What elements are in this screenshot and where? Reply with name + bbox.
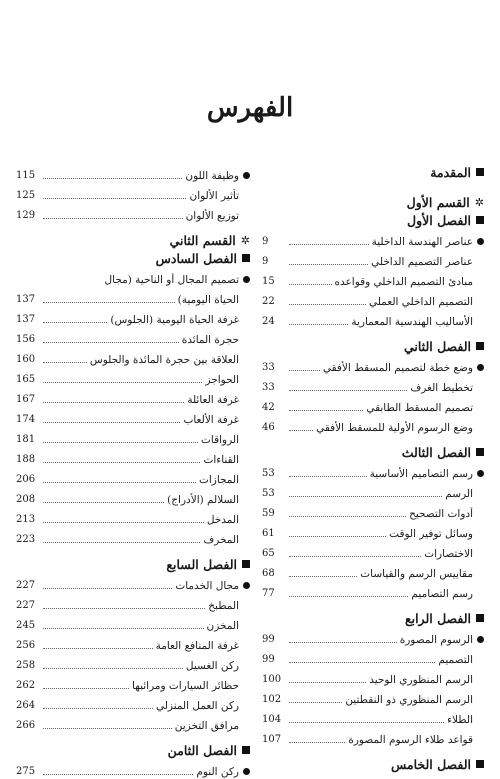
- toc-entry[interactable]: [262, 375, 484, 395]
- dot-leader: [43, 648, 153, 649]
- page-number: 68: [262, 568, 275, 579]
- dot-leader: [43, 774, 193, 775]
- entry-title: المخزن: [206, 620, 239, 632]
- square-bullet-icon: [476, 342, 484, 350]
- heading-label: الفصل الثامن: [167, 742, 237, 758]
- entry-title: ركن النوم: [196, 766, 239, 778]
- toc-entry[interactable]: [16, 267, 250, 287]
- chapter-heading: [16, 249, 250, 267]
- page-number: 24: [262, 316, 275, 327]
- entry-title: توزيع الألوان: [185, 210, 239, 222]
- round-bullet-icon: [477, 364, 484, 371]
- entry-title: التصميم الداخلي العملي: [368, 296, 473, 308]
- page-number: 137: [16, 294, 36, 305]
- toc-entry[interactable]: [16, 387, 250, 407]
- toc-entry[interactable]: [16, 693, 250, 713]
- dot-leader: [43, 482, 196, 483]
- toc-entry[interactable]: [16, 183, 250, 203]
- entry-title: غرفة المنافع العامة: [155, 640, 239, 652]
- chapter-heading: [262, 337, 484, 355]
- toc-entry[interactable]: [16, 163, 250, 183]
- spacer: [16, 733, 250, 741]
- toc-entry[interactable]: [16, 633, 250, 653]
- spacer: [262, 601, 484, 609]
- entry-title: الرسم المنظوري ذو النقطتين: [345, 694, 473, 706]
- entry-title: الرسم المنظوري الوحيد: [369, 674, 473, 686]
- dot-leader: [43, 688, 129, 689]
- chapter-heading: [262, 163, 484, 181]
- page-number: 174: [16, 414, 36, 425]
- dot-leader: [289, 642, 397, 643]
- entry-title: الحياة اليومية): [177, 294, 239, 306]
- toc-entry[interactable]: [262, 627, 484, 647]
- entry-title: تخطيط الغرف: [410, 382, 473, 394]
- page-number: 42: [262, 402, 275, 413]
- toc-entry[interactable]: [16, 467, 250, 487]
- page-number: 208: [16, 494, 36, 505]
- chapter-heading: [262, 211, 484, 229]
- page-number: 137: [16, 314, 36, 325]
- page-number: 227: [16, 600, 36, 611]
- toc-entry[interactable]: [262, 395, 484, 415]
- toc-entry[interactable]: [262, 415, 484, 435]
- entry-title: المجازات: [198, 474, 239, 486]
- dot-leader: [43, 502, 164, 503]
- square-bullet-icon: [476, 448, 484, 456]
- page-number: 275: [16, 766, 36, 777]
- dot-leader: [43, 668, 183, 669]
- page-number: 46: [262, 422, 275, 433]
- toc-entry[interactable]: [262, 461, 484, 481]
- square-bullet-icon: [476, 216, 484, 224]
- page-number: 22: [262, 296, 275, 307]
- toc-entry[interactable]: [16, 407, 250, 427]
- entry-title: الرسوم المصورة: [399, 634, 473, 646]
- toc-entry[interactable]: [262, 249, 484, 269]
- spacer: [262, 435, 484, 443]
- entry-title: مرافق التخزين: [174, 720, 239, 732]
- entry-title: أدوات التصحيح: [409, 508, 473, 520]
- page-number: 99: [262, 634, 275, 645]
- round-bullet-icon: [243, 582, 250, 589]
- dot-leader: [289, 596, 408, 597]
- toc-entry[interactable]: [262, 541, 484, 561]
- dot-leader: [289, 496, 442, 497]
- page-number: 33: [262, 362, 275, 373]
- dot-leader: [289, 324, 348, 325]
- toc-entry[interactable]: [16, 759, 250, 779]
- dot-leader: [43, 178, 182, 179]
- page-number: 256: [16, 640, 36, 651]
- dot-leader: [43, 522, 204, 523]
- dot-leader: [289, 244, 369, 245]
- entry-title: القناءات: [203, 454, 239, 466]
- page-number: 206: [16, 474, 36, 485]
- toc-entry[interactable]: [262, 707, 484, 727]
- page-number: 104: [262, 714, 282, 725]
- toc-entry[interactable]: [16, 327, 250, 347]
- dot-leader: [43, 588, 172, 589]
- dot-leader: [289, 410, 363, 411]
- square-bullet-icon: [476, 614, 484, 622]
- page-number: 59: [262, 508, 275, 519]
- toc-entry[interactable]: [262, 581, 484, 601]
- heading-label: القسم الثاني: [169, 232, 236, 248]
- chapter-heading: [16, 741, 250, 759]
- toc-entry[interactable]: [16, 653, 250, 673]
- square-bullet-icon: [476, 168, 484, 176]
- entry-title: رسم التصاميم الأساسية: [369, 468, 473, 480]
- entry-title: وضع خطة لتصميم المسقط الأفقي: [322, 362, 473, 374]
- round-bullet-icon: [477, 636, 484, 643]
- square-bullet-icon: [476, 760, 484, 768]
- dot-leader: [289, 662, 435, 663]
- entry-title: عناصر الهندسة الداخلية: [371, 236, 473, 248]
- dot-leader: [43, 442, 198, 443]
- entry-title: الرسم: [445, 488, 473, 500]
- toc-entry[interactable]: [16, 593, 250, 613]
- dot-leader: [289, 264, 368, 265]
- page-number: 65: [262, 548, 275, 559]
- page-number: 129: [16, 210, 36, 221]
- dot-leader: [289, 556, 421, 557]
- entry-title: مجال الخدمات: [175, 580, 239, 592]
- toc-entry[interactable]: [262, 561, 484, 581]
- heading-label: الفصل الثاني: [403, 338, 471, 354]
- dot-leader: [289, 430, 313, 431]
- entry-title: تصميم المسقط الطابقي: [366, 402, 473, 414]
- chapter-heading: [262, 443, 484, 461]
- toc-entry[interactable]: [262, 229, 484, 249]
- page-number: 223: [16, 534, 36, 545]
- entry-title: مبادئ التصميم الداخلي وقواعده: [334, 276, 473, 288]
- dot-leader: [43, 198, 186, 199]
- entry-title: مقاييس الرسم والقياسات: [360, 568, 473, 580]
- entry-title: وضع الرسوم الأولية للمسقط الأفقي: [316, 422, 473, 434]
- toc-entry[interactable]: [16, 347, 250, 367]
- toc-entry[interactable]: [16, 573, 250, 593]
- toc-entry[interactable]: [262, 521, 484, 541]
- page-number: 99: [262, 654, 275, 665]
- toc-entry[interactable]: [16, 487, 250, 507]
- entry-title: ركن العمل المنزلي: [155, 700, 239, 712]
- toc-entry[interactable]: [16, 447, 250, 467]
- entry-title: وظيفة اللون: [185, 170, 239, 182]
- entry-title: الطلاء: [447, 714, 473, 726]
- entry-title: قواعد طلاء الرسوم المصورة: [348, 734, 473, 746]
- entry-title: رسم التصاميم: [411, 588, 473, 600]
- page-number: 53: [262, 468, 275, 479]
- round-bullet-icon: [243, 172, 250, 179]
- page-number: 262: [16, 680, 36, 691]
- dot-leader: [289, 476, 367, 477]
- chapter-heading: [16, 555, 250, 573]
- heading-label: القسم الأول: [406, 194, 470, 210]
- dot-leader: [43, 362, 87, 363]
- page-number: 125: [16, 190, 36, 201]
- entry-title: ركن الغسيل: [185, 660, 239, 672]
- dot-leader: [43, 382, 202, 383]
- toc-entry[interactable]: [16, 673, 250, 693]
- entry-title: المدخل: [206, 514, 239, 526]
- dot-leader: [289, 370, 320, 371]
- round-bullet-icon: [477, 238, 484, 245]
- page-number: 107: [262, 734, 282, 745]
- heading-label: الفصل السادس: [155, 250, 237, 266]
- section-heading: [262, 193, 484, 211]
- dot-leader: [289, 390, 407, 391]
- toc-entry[interactable]: [262, 481, 484, 501]
- toc-entry[interactable]: [262, 727, 484, 747]
- page-number: 264: [16, 700, 36, 711]
- round-bullet-icon: [477, 470, 484, 477]
- toc-right-column: [262, 163, 484, 773]
- page-number: 188: [16, 454, 36, 465]
- entry-title: حظائر السيارات ومرائبها: [132, 680, 239, 692]
- dot-leader: [43, 302, 175, 303]
- spacer: [262, 747, 484, 755]
- entry-title: الحواجز: [205, 374, 239, 386]
- dot-leader: [289, 702, 342, 703]
- dot-leader: [43, 218, 183, 219]
- toc-entry[interactable]: [262, 355, 484, 375]
- dot-leader: [43, 542, 200, 543]
- round-bullet-icon: [243, 768, 250, 775]
- toc-entry[interactable]: [262, 289, 484, 309]
- page-number: 53: [262, 488, 275, 499]
- page-number: 213: [16, 514, 36, 525]
- entry-title: المخرف: [203, 534, 239, 546]
- dot-leader: [43, 628, 204, 629]
- toc-entry[interactable]: [16, 307, 250, 327]
- page-number: 181: [16, 434, 36, 445]
- entry-title: الاختصارات: [424, 548, 473, 560]
- toc-entry[interactable]: [16, 287, 250, 307]
- toc-entry[interactable]: [16, 367, 250, 387]
- toc-entry[interactable]: [16, 713, 250, 733]
- page-number: 15: [262, 276, 275, 287]
- page-number: 227: [16, 580, 36, 591]
- toc-left-column: [16, 163, 250, 779]
- entry-title: الأساليب الهندسية المعمارية: [351, 316, 473, 328]
- heading-label: الفصل الأول: [407, 212, 471, 228]
- heading-label: الفصل الثالث: [401, 444, 471, 460]
- spacer: [262, 329, 484, 337]
- page-number: 61: [262, 528, 275, 539]
- chapter-heading: [262, 609, 484, 627]
- page-number: 100: [262, 674, 282, 685]
- toc-entry[interactable]: [262, 667, 484, 687]
- dot-leader: [43, 728, 172, 729]
- page-number: 115: [16, 170, 36, 181]
- dot-leader: [289, 536, 386, 537]
- entry-title: وسائل توفير الوقت: [389, 528, 473, 540]
- entry-title: الرواقات: [200, 434, 239, 446]
- toc-entry[interactable]: [16, 427, 250, 447]
- page-number: 266: [16, 720, 36, 731]
- page-number: 160: [16, 354, 36, 365]
- entry-title: غرفة العائلة: [187, 394, 239, 406]
- page-number: 33: [262, 382, 275, 393]
- toc-entry[interactable]: [262, 269, 484, 289]
- entry-title: حجرة المائدة: [181, 334, 239, 346]
- page-number: 167: [16, 394, 36, 405]
- entry-title: غرفة الألعاب: [183, 414, 239, 426]
- dot-leader: [43, 708, 153, 709]
- entry-title: غرفة الحياة اليومية (الجلوس): [110, 314, 239, 326]
- dot-leader: [289, 682, 366, 683]
- toc-entry[interactable]: [262, 309, 484, 329]
- square-bullet-icon: [242, 746, 250, 754]
- toc-entry[interactable]: [16, 507, 250, 527]
- toc-entry[interactable]: [16, 527, 250, 547]
- heading-label: الفصل الرابع: [404, 610, 471, 626]
- dot-leader: [289, 516, 406, 517]
- dot-leader: [289, 304, 366, 305]
- section-heading: [16, 231, 250, 249]
- entry-title: تأثير الألوان: [189, 190, 239, 202]
- square-bullet-icon: [242, 560, 250, 568]
- square-bullet-icon: [242, 254, 250, 262]
- dot-leader: [43, 608, 205, 609]
- entry-title: التصميم: [438, 654, 473, 666]
- dot-leader: [289, 722, 444, 723]
- toc-entry[interactable]: [262, 687, 484, 707]
- page-title: الفهرس: [206, 93, 294, 123]
- toc-entry[interactable]: [262, 501, 484, 521]
- dot-leader: [43, 422, 180, 423]
- entry-title: عناصر التصميم الداخلي: [371, 256, 473, 268]
- heading-label: الفصل السابع: [166, 556, 237, 572]
- entry-title: العلاقة بين حجرة المائدة والجلوس: [89, 354, 239, 366]
- dot-leader: [43, 342, 179, 343]
- toc-entry[interactable]: [262, 647, 484, 667]
- dot-leader: [289, 742, 345, 743]
- entry-title: تصميم المجال أو الناحية (مجال: [104, 274, 239, 286]
- heading-label: المقدمة: [430, 164, 471, 180]
- page-number: 156: [16, 334, 36, 345]
- page-number: 77: [262, 588, 275, 599]
- toc-entry[interactable]: [16, 613, 250, 633]
- page-number: 245: [16, 620, 36, 631]
- spacer: [16, 547, 250, 555]
- entry-title: المطبخ: [208, 600, 239, 612]
- page-number: 258: [16, 660, 36, 671]
- dot-leader: [289, 576, 357, 577]
- dot-leader: [43, 462, 200, 463]
- spacer: [16, 223, 250, 231]
- page-number: 102: [262, 694, 282, 705]
- toc-entry[interactable]: [16, 203, 250, 223]
- dot-leader: [43, 402, 184, 403]
- chapter-heading: [262, 755, 484, 773]
- dot-leader: [289, 284, 332, 285]
- page-number: 9: [262, 236, 269, 247]
- heading-label: الفصل الخامس: [390, 756, 471, 772]
- page-number: 9: [262, 256, 269, 267]
- asterisk-icon: ✲: [474, 195, 484, 209]
- asterisk-icon: ✲: [240, 233, 250, 247]
- round-bullet-icon: [243, 276, 250, 283]
- spacer: [262, 181, 484, 193]
- page-number: 165: [16, 374, 36, 385]
- dot-leader: [43, 322, 107, 323]
- entry-title: السلالم (الأدراج): [167, 494, 239, 506]
